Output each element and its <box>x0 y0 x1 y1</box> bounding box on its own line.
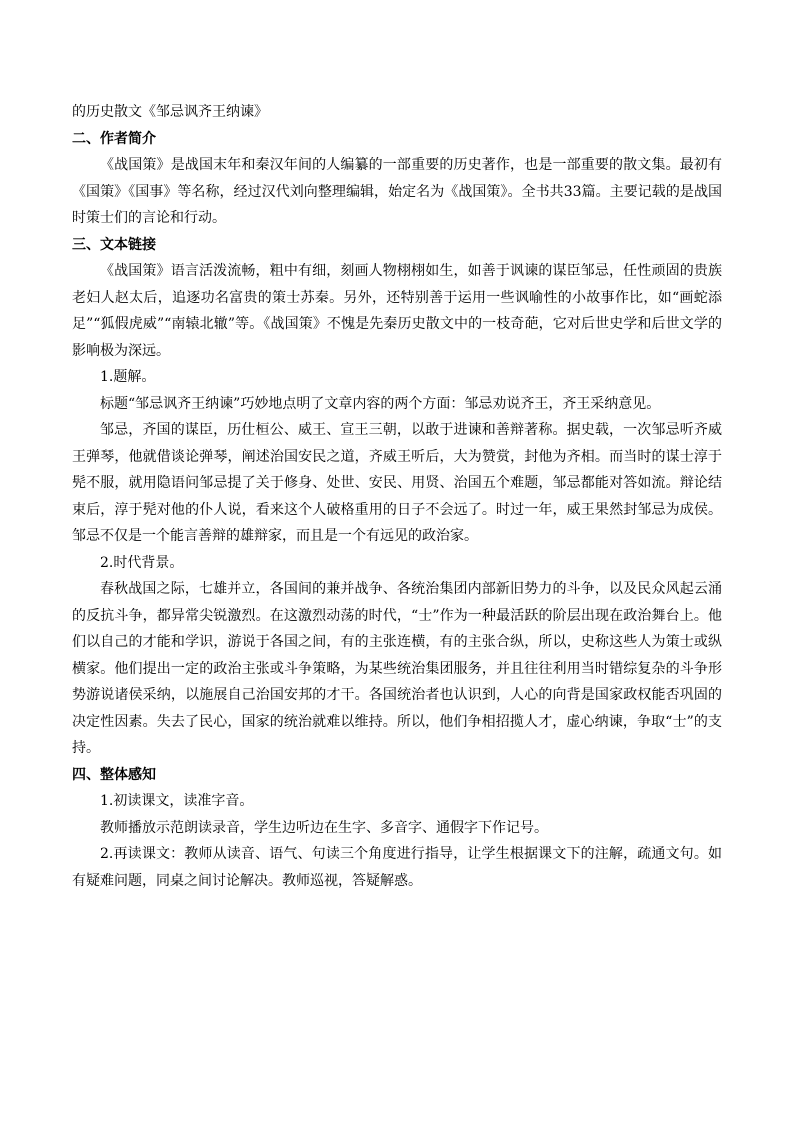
paragraph-zouji-bio: 邹忌，齐国的谋臣，历仕桓公、威王、宣王三朝，以敢于进谏和善辩著称。据史载，一次邹忌听齐威王弹琴，他就借谈论弹琴，阐述治国安民之道，齐威王听后，大为赞赏，封他为齐相。而当时的谋士淳于髡不服，就用隐语问邹忌提了关于修身、处世、安民、用贤、治国五个难题，邹忌都能对答如流。辩论结束后，淳于髡对他的仆人说，看来这个人破格重用的日子不会远了。时过一年，威王果然封邹忌为成侯。邹忌不仅是一个能言善辩的雄辩家，而且是一个有远见的政治家。 <box>72 422 722 544</box>
paragraph-title-explanation: 标题“邹忌讽齐王纳谏”巧妙地点明了文章内容的两个方面：邹忌劝说齐王，齐王采纳意见。 <box>100 395 661 412</box>
section-heading-text-link: 三、文本链接 <box>72 236 156 253</box>
section-heading-overall: 四、整体感知 <box>72 766 156 783</box>
item-title-first-reading: 1.初读课文，读准字音。 <box>100 793 254 809</box>
paragraph-second-reading: 2.再读课文：教师从读音、语气、句读三个角度进行指导，让学生根据课文下的注解，疏通文句。如有疑难问题，同桌之间讨论解决。教师巡视，答疑解惑。 <box>72 846 722 889</box>
intro-line: 的历史散文《邹忌讽齐王纳谏》 <box>72 104 268 120</box>
document-page <box>72 99 722 894</box>
item-title-background: 2.时代背景。 <box>100 554 184 571</box>
paragraph-background: 春秋战国之际，七雄并立，各国间的兼并战争、各统治集团内部新旧势力的斗争，以及民众风起云涌的反抗斗争，都异常尖锐激烈。在这激烈动荡的时代，“士”作为一种最活跃的阶层出现在政治舞台上。他们以自己的才能和学识，游说于各国之间，有的主张连横，有的主张合纵，所以，史称这些人为策士或纵横家。他们提出一定的政治主张或斗争策略，为某些统治集团服务，并且往往利用当时错综复杂的斗争形势游说诸侯采纳，以施展自己治国安邦的才干。各国统治者也认识到，人心的向背是国家政权能否巩固的决定性因素。失去了民心，国家的统治就难以维持。所以，他们争相招揽人才，虚心纳谏，争取“士”的支持。 <box>72 581 722 756</box>
paragraph-first-reading: 教师播放示范朗读录音，学生边听边在生字、多音字、通假字下作记号。 <box>100 819 548 836</box>
item-title-explanation: 1.题解。 <box>100 369 156 385</box>
paragraph-text-link: 《战国策》语言活泼流畅，粗中有细，刻画人物栩栩如生，如善于讽谏的谋臣邹忌，任性顽固的贵族老妇人赵太后，追逐功名富贵的策士苏秦。另外，还特别善于运用一些讽喻性的小故事作比，如“画蛇添足”“狐假虎威”“南辕北辙”等。《战国策》不愧是先秦历史散文中的一枝奇葩，它对后世史学和后世文学的影响极为深远。 <box>72 263 722 359</box>
paragraph-author-intro: 《战国策》是战国末年和秦汉年间的人编纂的一部重要的历史著作，也是一部重要的散文集。最初有《国策》《国事》等名称，经过汉代刘向整理编辑，始定名为《战国策》。全书共33篇。主要记载的是战国时策士们的言论和行动。 <box>72 157 722 226</box>
section-heading-author: 二、作者简介 <box>72 130 156 147</box>
